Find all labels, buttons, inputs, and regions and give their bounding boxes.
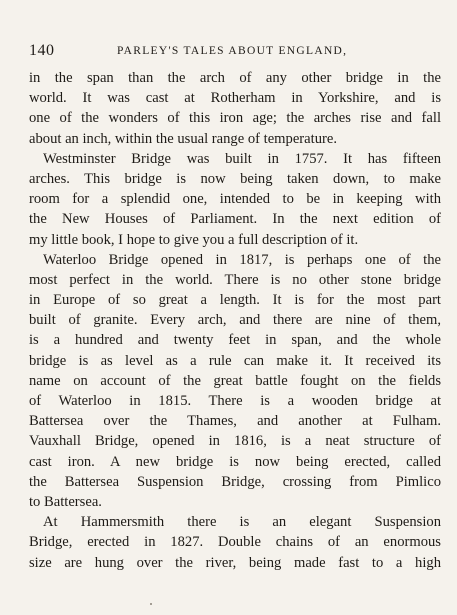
text-line: most perfect in the world. There is no other stone bridge	[29, 271, 441, 288]
text-line: name on account of the great battle fought on the fields	[29, 372, 441, 389]
text-line: arches. This bridge is now being taken down, to make	[29, 170, 441, 187]
text-line: Bridge, erected in 1827. Double chains of an enormous	[29, 534, 441, 551]
body-text	[29, 68, 441, 573]
text-line: At Hammersmith there is an elegant Suspension	[43, 514, 441, 531]
text-line: the New Houses of Parliament. In the next edition of	[29, 211, 441, 228]
text-line: in the span than the arch of any other bridge in the	[29, 70, 441, 86]
text-line: size are hung over the river, being made fast to a high	[29, 554, 441, 571]
text-line: Vauxhall Bridge, opened in 1816, is a neat structure of	[29, 433, 441, 450]
page-number: 140	[29, 42, 55, 59]
text-line: bridge is as level as a rule can make it. It received its	[29, 352, 441, 369]
text-line: Waterloo Bridge opened in 1817, is perhaps one of the	[43, 251, 441, 268]
printer-mark	[150, 603, 152, 605]
text-line: in Europe of so great a length. It is for the most part	[29, 292, 441, 309]
text-line: cast iron. A new bridge is now being erected, called	[29, 453, 441, 470]
text-line: room for a splendid one, intended to be in keeping with	[29, 191, 441, 208]
text-line: about an inch, within the usual range of temperature.	[29, 130, 337, 147]
text-line: my little book, I hope to give you a full description of it.	[29, 231, 359, 248]
running-title: PARLEY'S TALES ABOUT ENGLAND,	[117, 45, 348, 57]
text-line: Battersea over the Thames, and another at Fulham.	[29, 413, 441, 430]
text-line: world. It was cast at Rotherham in Yorkshire, and is	[29, 90, 441, 107]
text-line: Westminster Bridge was built in 1757. It has fifteen	[43, 150, 441, 167]
text-line: one of the wonders of this iron age; the arches rise and fall	[29, 110, 441, 127]
text-line: to Battersea.	[29, 493, 102, 510]
text-line: built of granite. Every arch, and there are nine of them,	[29, 312, 441, 329]
running-head	[29, 42, 439, 62]
text-line: the Battersea Suspension Bridge, crossing from Pimlico	[29, 473, 441, 490]
text-line: is a hundred and twenty feet in span, and the whole	[29, 332, 441, 349]
text-line: of Waterloo in 1815. There is a wooden bridge at	[29, 393, 441, 409]
